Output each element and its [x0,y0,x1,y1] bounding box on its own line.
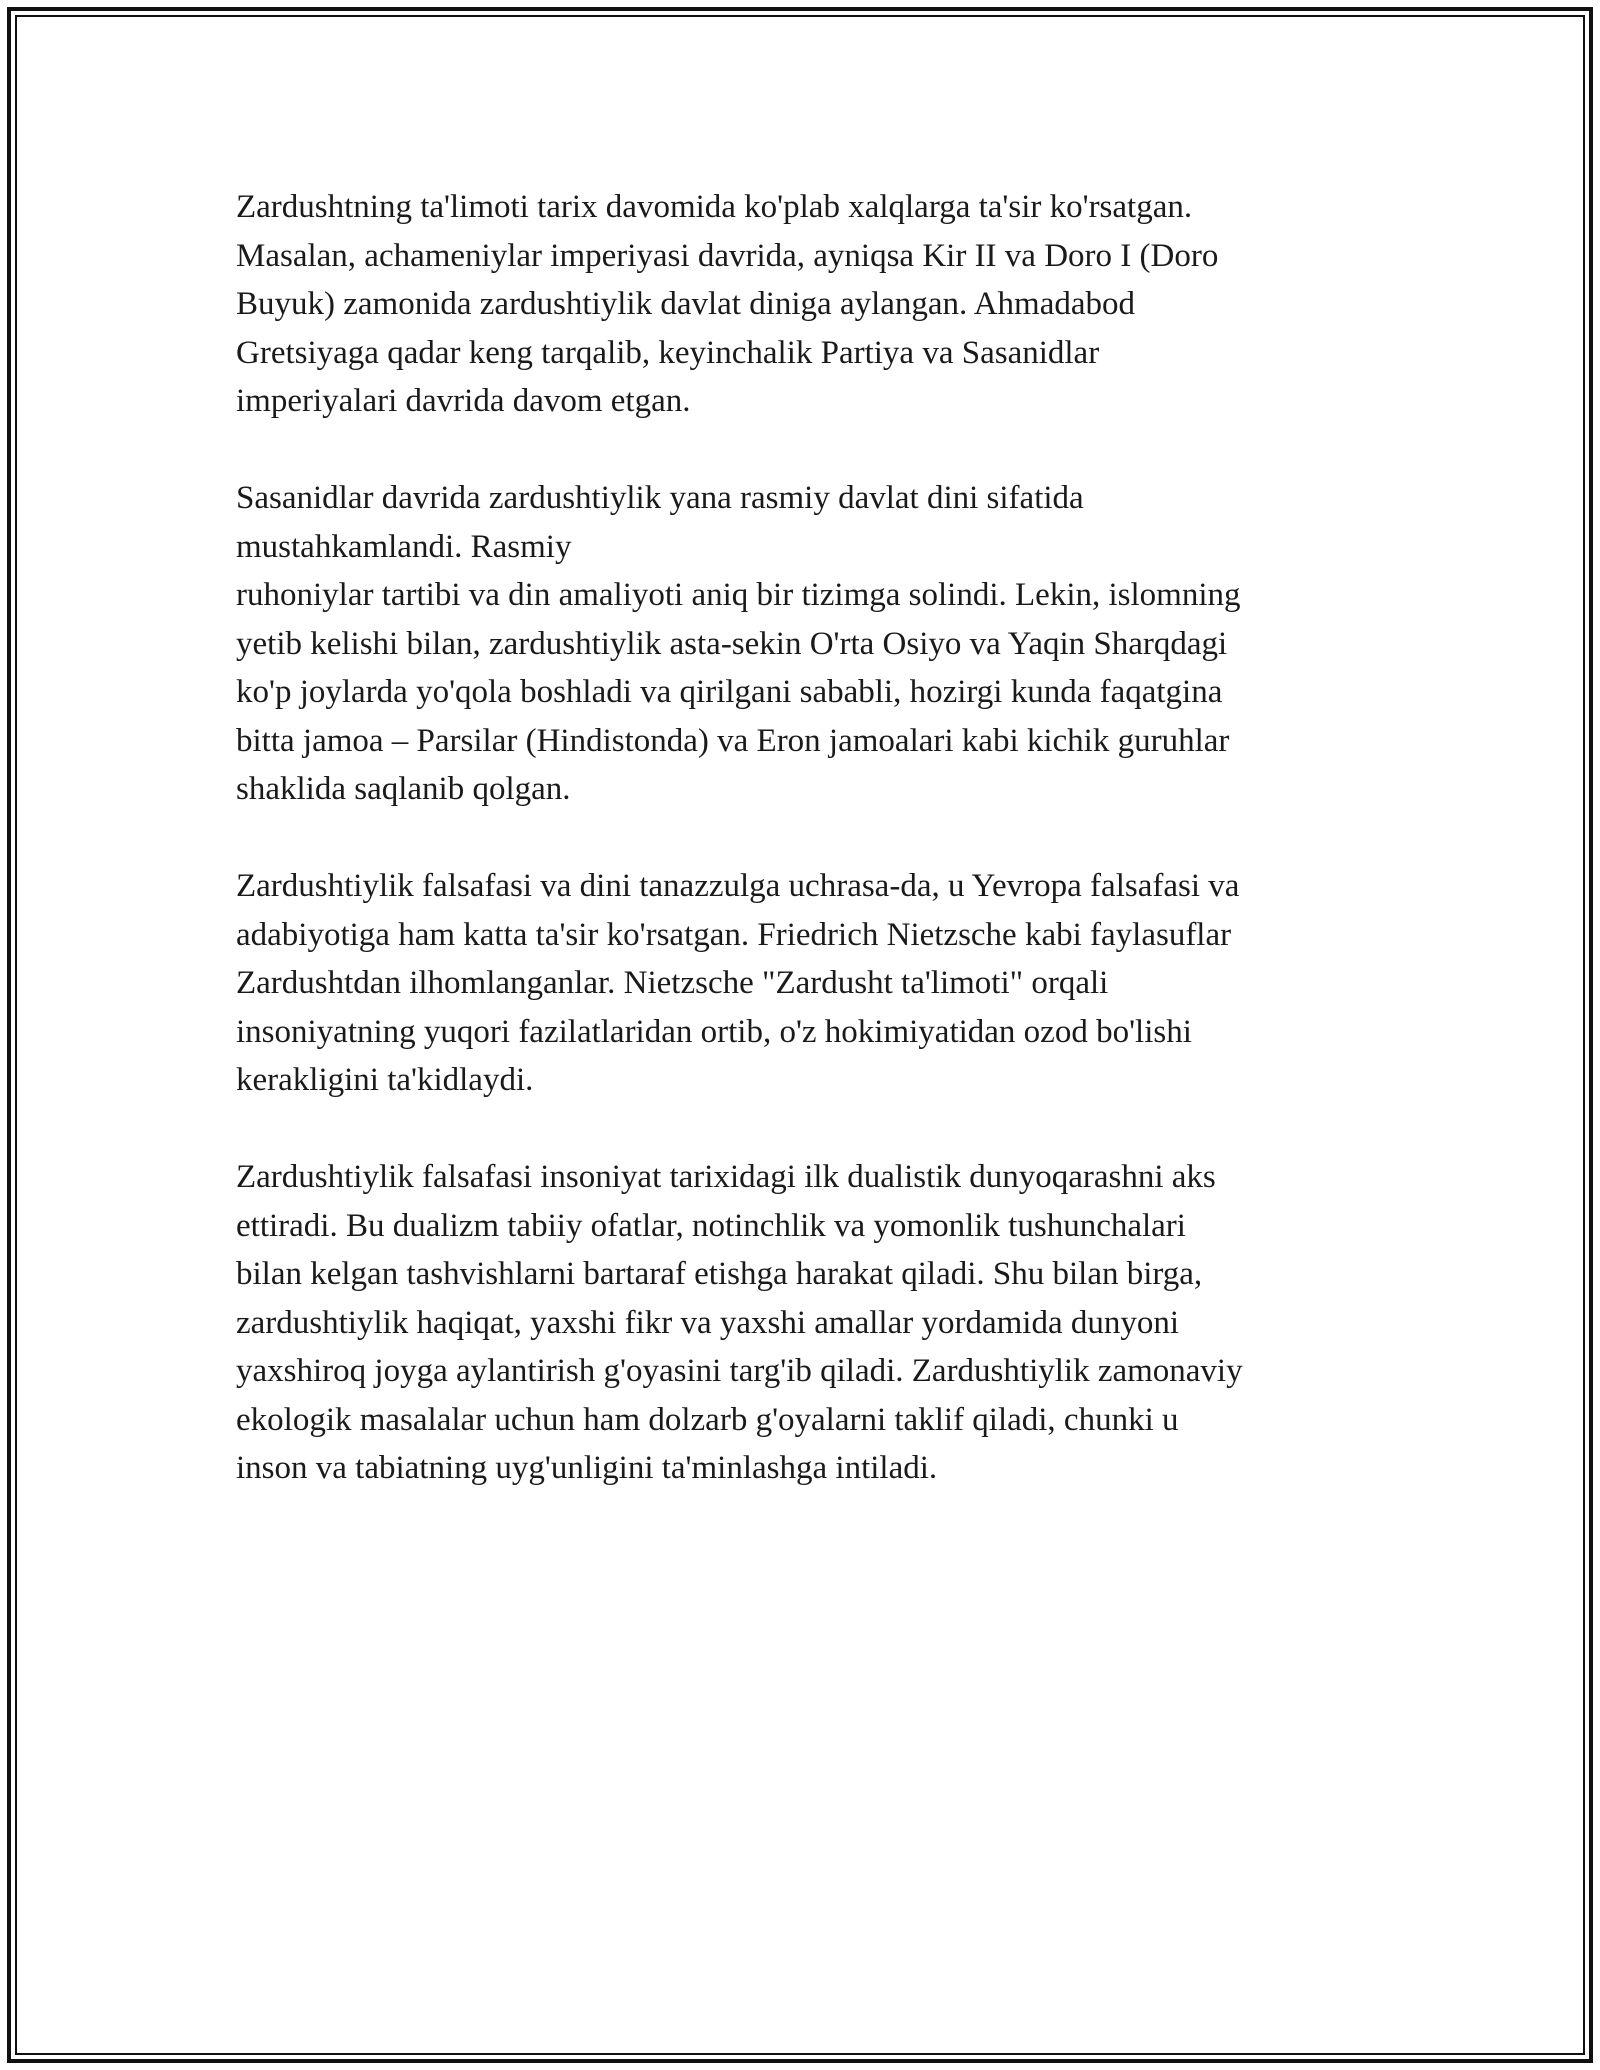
paragraph-3: Zardushtiylik falsafasi va dini tanazzulga uchrasa-da, u Yevropa falsafasi va adabiyotiga ham katta ta'sir ko'rsatgan. Friedrich Nietzsche kabi faylasuflar Zardushtdan ilhomlanganlar. Nietzsche "Zardusht ta'limoti" orqali insoniyatning yuqori fazilatlaridan ortib, o'z hokimiyatidan ozod bo'lishi kerakligini ta'kidlaydi. [236,868,1240,1098]
paragraph-1: Zardushtning ta'limoti tarix davomida ko'plab xalqlarga ta'sir ko'rsatgan. Masalan, achameniylar imperiyasi davrida, ayniqsa Kir II va Doro I (Doro Buyuk) zamonida zardushtiylik davlat diniga aylangan. Ahmadabod Gretsiyaga qadar keng tarqalib, keyinchalik Partiya va Sasanidlar imperiyalari davrida davom etgan. [236,189,1219,419]
paragraph-4: Zardushtiylik falsafasi insoniyat tarixidagi ilk dualistik dunyoqarashni aks ettiradi. Bu dualizm tabiiy ofatlar, notinchlik va yomonlik tushunchalari bilan kelgan tashvishlarni bartaraf etishga harakat qiladi. Shu bilan birga, zardushtiylik haqiqat, yaxshi fikr va yaxshi amallar yordamida dunyoni yaxshiroq joyga aylantirish g'oyasini targ'ib qiladi. Zardushtiylik zamonaviy ekologik masalalar uchun ham dolzarb g'oyalarni taklif qiladi, chunki u inson va tabiatning uyg'unligini ta'minlashga intiladi. [236,1159,1243,1486]
document-body [236,183,1376,1541]
paragraph-2: Sasanidlar davrida zardushtiylik yana rasmiy davlat dini sifatida mustahkamlandi. Rasmiy ruhoniylar tartibi va din amaliyoti aniq bir tizimga solindi. Lekin, islomning yetib kelishi bilan, zardushtiylik asta-sekin O'rta Osiyo va Yaqin Sharqdagi ko'p joylarda yo'qola boshladi va qirilgani sababli, hozirgi kunda faqatgina bitta jamoa – Parsilar (Hindistonda) va Eron jamoalari kabi kichik guruhlar shaklida saqlanib qolgan. [236,480,1241,807]
